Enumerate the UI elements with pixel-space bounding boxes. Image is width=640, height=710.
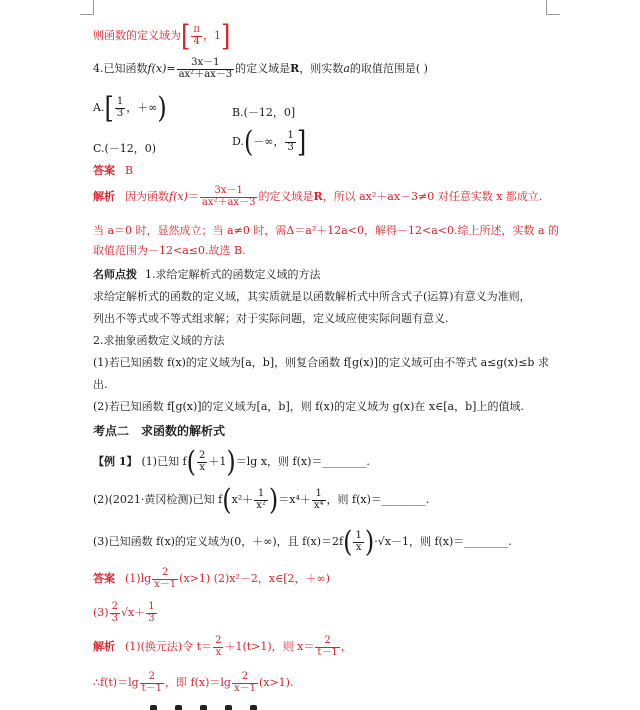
solution-1-line-3: 取值范围为－12<a≤0.故选 B. [93,244,246,257]
solution-1-line-2: 当 a＝0 时，显然成立；当 a≠0 时，需Δ＝a²＋12a<0，解得－12<a<0.综上所述，实数 a 的 [93,224,560,237]
solution-2-line-2: ∴f(t)＝lg $\frac{2}{t-1}$ ，即 f(x)＝lg $\frac{2}{x-1}$ (x>1). [93,671,294,694]
tip-line-4: 2.求抽象函数定义域的方法 [93,334,225,347]
fraction: $\frac{3x-1}{\text{ax²＋ax－3}}$ [178,57,233,80]
crop-mark-top-right [546,0,547,14]
fraction: $\frac{\pi}{4}$ [193,24,200,47]
example-1-part-3: (3)已知函数 f(x)的定义域为(0，＋∞)，且 f(x)＝2f( $\frac{1}{x}$ )·√x－1，则 f(x)＝________. [93,525,512,559]
tip-line-3: 列出不等式或不等式组求解；对于实际问题，定义域应使实际问题有意义. [93,312,449,325]
tip-line-6: 出. [93,378,108,391]
tip-line-2: 求给定解析式的函数的定义域，其实质就是以函数解析式中所含式子(运算)有意义为准则， [93,290,531,303]
crop-mark-top-left [93,0,94,14]
option-d: D.(－∞， $\frac{1}{3}$ ] [232,125,307,159]
question-4: 4.已知函数f(x)= $\frac{3x-1}{\text{ax²＋ax－3}}$ 的定义域是R，则实数a的取值范围是( ) [93,57,428,80]
solution-2-line-1: 解析 (1)(换元法)令 t＝ $\frac{2}{x}$ ＋1(t>1)，则 x＝ $\frac{2}{t-1}$ ， [93,635,352,658]
tip-line-5: (1)若已知函数 f(x)的定义域为[a，b]，则复合函数 f[g(x)]的定义域可由不等式 a≤g(x)≤b 求 [93,356,549,369]
crop-mark-top-right-h [546,14,560,15]
tip-line-7: (2)若已知函数 f[g(x)]的定义域为[a，b]，则 f(x)的定义域为 g(x)在 x∈[a，b]上的值域. [93,400,524,413]
example-1-part-2: (2)(2021·黄冈检测)已知 f(x²＋ $\frac{1}{\text{x²}}$ )＝x⁴＋ $\frac{1}{\text{x⁴}}$ ，则 f(x)＝________. [93,483,430,517]
option-a: A.[ $\frac{1}{3}$ ，＋∞) [93,91,167,125]
example-1-part-1: 【例 1】 (1)已知 f( $\frac{2}{x}$ ＋1)＝lg x，则 f(x)＝________. [93,445,370,479]
crop-mark-top-left-h [80,14,94,15]
answer-1: 答案 B [93,164,134,177]
option-b: B.(－12，0] [232,106,296,119]
answer-2-line-1: 答案 (1)lg $\frac{2}{x-1}$ (x>1) (2)x²－2，x∈[2，＋∞) [93,567,330,590]
option-c: C.(－12，0) [93,142,157,155]
answer-2-line-2: (3) $\frac{2}{3}$ √x＋ $\frac{1}{3}$ [93,601,155,624]
solution-1-line-1: 解析 因为函数f(x)＝ $\frac{3x-1}{\text{ax²＋ax－3}}$ 的定义域是R，所以 ax²＋ax－3≠0 对任意实数 x 都成立. [93,185,543,208]
domain-result-line: 则函数的定义域为[ $\frac{\pi}{4}$ ，1] [93,19,231,53]
tip-heading: 名师点拨 1.求给定解析式的函数定义域的方法 [93,268,321,281]
section-heading: 考点二 求函数的解析式 [93,424,226,438]
cut-off-next-line [150,698,310,710]
